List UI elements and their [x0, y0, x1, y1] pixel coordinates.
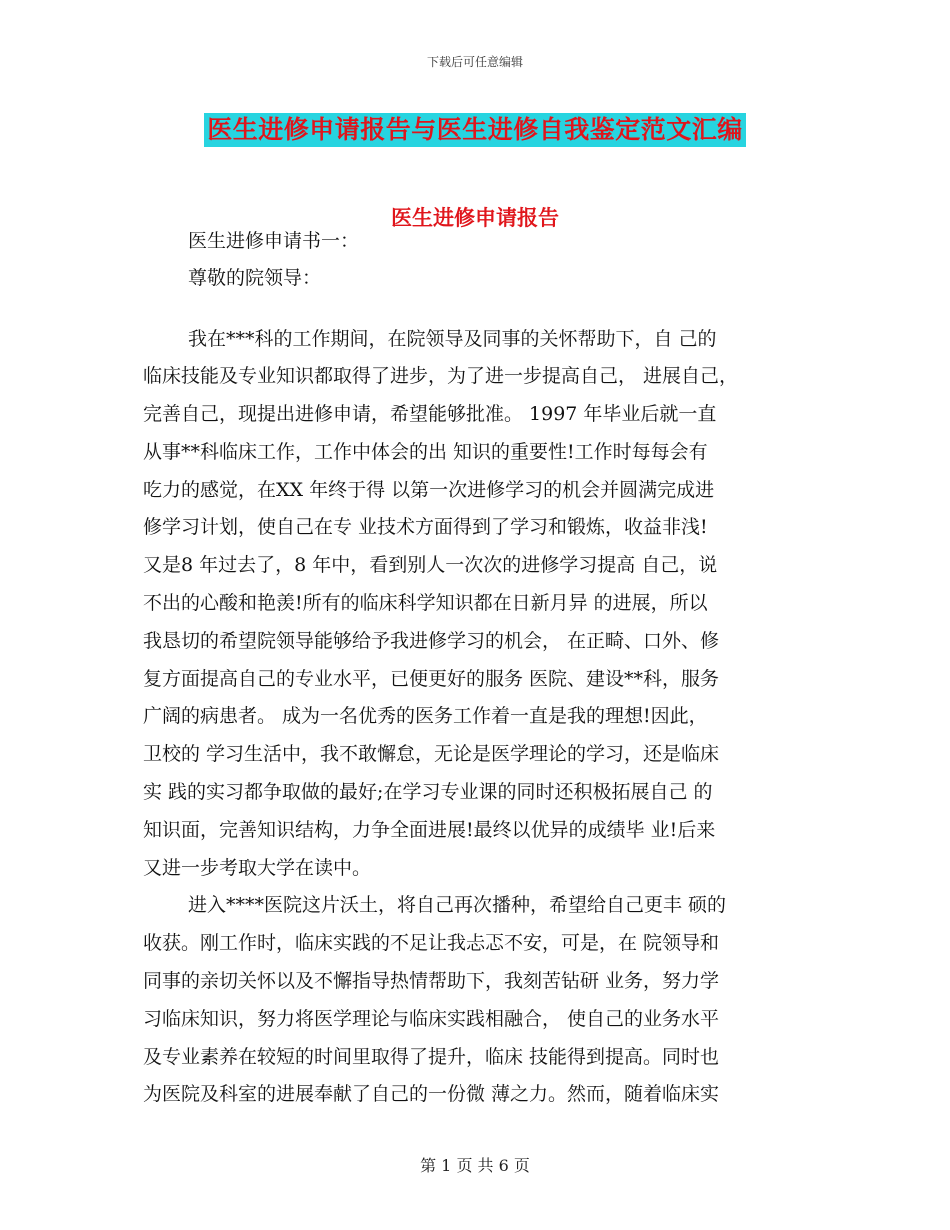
paragraph-line: 习临床知识，努力将医学理论与临床实践相融合， 使自己的业务水平	[143, 1008, 720, 1030]
paragraph-line: 知识面，完善知识结构，力争全面进展!最终以优异的成绩毕 业!后来	[143, 819, 716, 841]
paragraph-line: 收获。刚工作时，临床实践的不足让我忐忑不安，可是，在 院领导和	[143, 932, 720, 954]
paragraph-line: 吃力的感觉，在XX 年终于得 以第一次进修学习的机会并圆满完成进	[143, 479, 715, 501]
paragraph-line: 复方面提高自己的专业水平，已便更好的服务 医院、建设**科，服务	[143, 668, 720, 690]
paragraph-line: 临床技能及专业知识都取得了进步，为了进一步提高自己， 进展自己，	[143, 365, 739, 387]
document-title: 医生进修申请报告与医生进修自我鉴定范文汇编	[204, 113, 746, 147]
page-footer: 第 1 页 共 6 页	[420, 1156, 530, 1175]
salutation-line: 医生进修申请书一：	[188, 230, 360, 252]
paragraph-line: 又是8 年过去了，8 年中，看到别人一次次的进修学习提高 自己，说	[143, 554, 718, 576]
paragraph-line: 修学习计划，使自己在专 业技术方面得到了学习和锻炼，收益非浅!	[143, 516, 708, 538]
paragraph-line: 卫校的 学习生活中，我不敢懈怠，无论是医学理论的学习，还是临床	[143, 743, 720, 765]
document-title-wrap	[0, 113, 950, 147]
header-note: 下载后可任意编辑	[426, 55, 523, 69]
paragraph-line: 进入****医院这片沃土，将自己再次播种，希望给自己更丰 硕的	[188, 894, 727, 916]
paragraph-line: 同事的亲切关怀以及不懈指导热情帮助下，我刻苦钻研 业务，努力学	[143, 970, 720, 992]
paragraph-line: 不出的心酸和艳羡!所有的临床科学知识都在日新月异 的进展，所以	[143, 592, 708, 614]
paragraph-line: 实 践的实习都争取做的最好;在学习专业课的同时还积极拓展自己 的	[143, 781, 713, 803]
paragraph-line: 为医院及科室的进展奉献了自己的一份微 薄之力。然而，随着临床实	[143, 1083, 720, 1105]
paragraph-line: 我在***科的工作期间，在院领导及同事的关怀帮助下，自 己的	[188, 328, 717, 350]
section-title: 医生进修申请报告	[391, 205, 559, 230]
paragraph-line: 我恳切的希望院领导能够给予我进修学习的机会， 在正畸、口外、修	[143, 630, 720, 652]
greeting-line: 尊敬的院领导：	[188, 267, 322, 289]
paragraph-line: 及专业素养在较短的时间里取得了提升，临床 技能得到提高。同时也	[143, 1046, 720, 1068]
paragraph-line: 从事**科临床工作，工作中体会的出 知识的重要性!工作时每每会有	[143, 441, 708, 463]
paragraph-line: 又进一步考取大学在读中。	[143, 857, 372, 879]
paragraph-line: 广阔的病患者。 成为一名优秀的医务工作着一直是我的理想!因此，	[143, 705, 708, 727]
paragraph-line: 完善自己，现提出进修申请，希望能够批准。 1997 年毕业后就一直	[143, 403, 717, 425]
